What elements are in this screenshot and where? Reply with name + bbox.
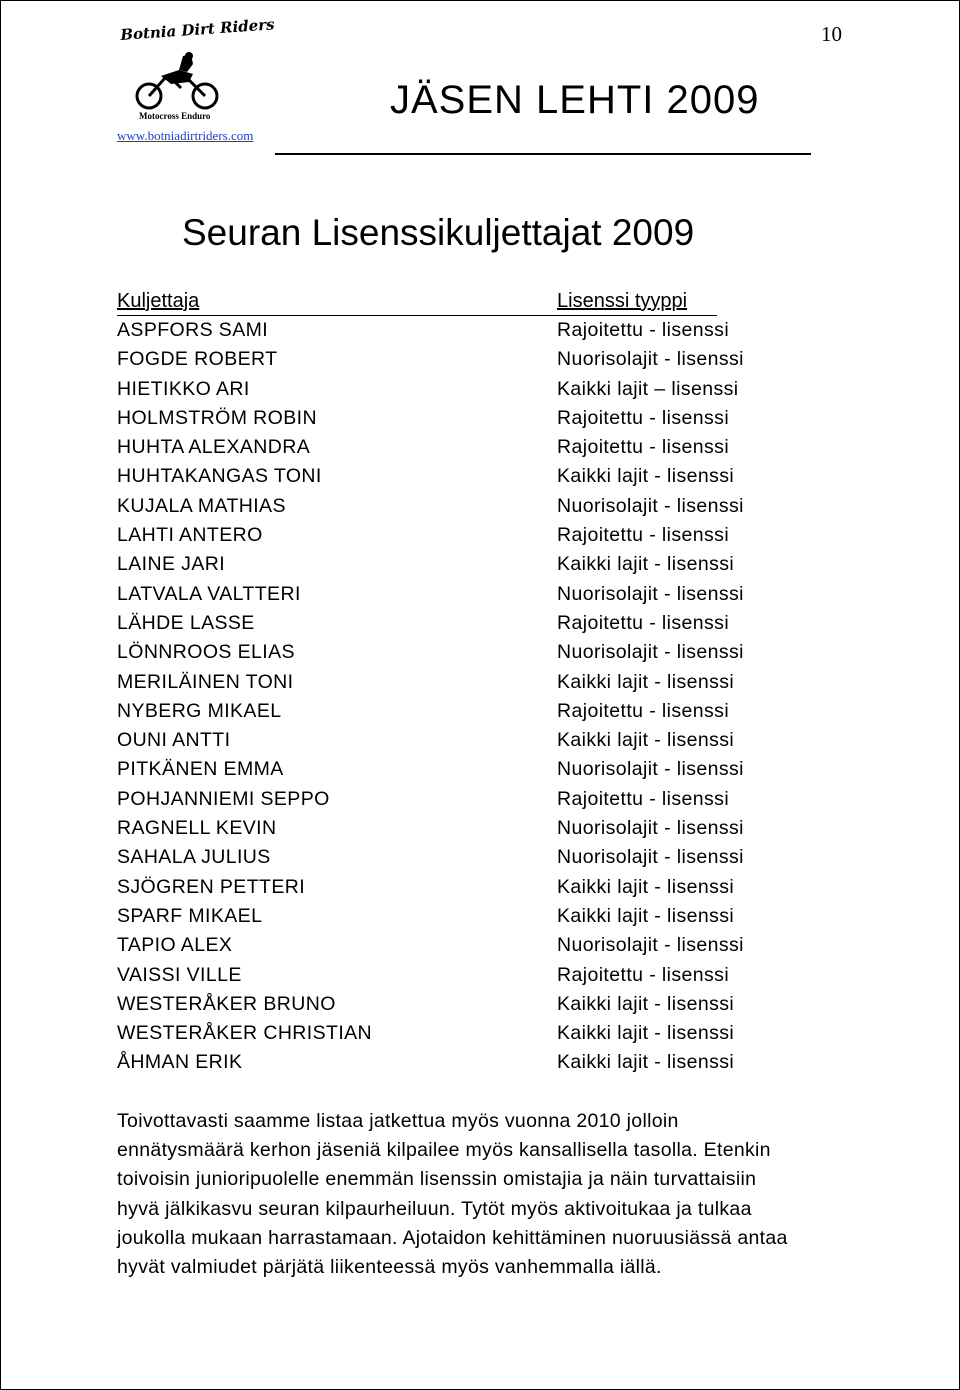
table-row [117,580,767,609]
paragraph-line: hyvä jälkikasvu seuran kilpaurheiluun. Tytöt myös aktivoitukaa ja tulkaa [117,1197,752,1220]
table-row [117,638,767,667]
license-type: Kaikki lajit - lisenssi [557,875,735,898]
rider-name: POHJANNIEMI SEPPO [117,787,330,810]
table-row [117,492,767,521]
license-type: Nuorisolajit - lisenssi [557,817,744,840]
column-header-rider: Kuljettaja [117,290,200,312]
table-body [117,316,767,1078]
license-type: Rajoitettu - lisenssi [557,611,730,634]
rider-name: FOGDE ROBERT [117,348,278,371]
table-row [117,843,767,872]
table-row [117,697,767,726]
logo-tagline: Motocross Enduro [139,111,211,121]
license-type: Nuorisolajit - lisenssi [557,582,744,605]
rider-name: HUHTA ALEXANDRA [117,436,311,459]
rider-name: VAISSI VILLE [117,963,242,986]
rider-name: KUJALA MATHIAS [117,494,286,517]
rider-name: WESTERÅKER CHRISTIAN [117,1022,373,1045]
rider-name: LAHTI ANTERO [117,524,263,547]
rider-name: HOLMSTRÖM ROBIN [117,406,317,429]
table-row [117,931,767,960]
table-row [117,550,767,579]
paragraph-line: joukolla mukaan harrastamaan. Ajotaidon kehittäminen nuoruusiässä antaa [117,1226,788,1249]
license-type: Kaikki lajit - lisenssi [557,1051,735,1074]
club-website-link[interactable]: www.botniadirtriders.com [117,128,254,143]
newsletter-title: JÄSEN LEHTI 2009 [390,78,760,122]
paragraph-line: Toivottavasti saamme listaa jatkettua myös vuonna 2010 jolloin [117,1110,679,1132]
license-type: Kaikki lajit - lisenssi [557,729,735,752]
table-row [117,668,767,697]
table-row [117,873,767,902]
rider-name: LATVALA VALTTERI [117,582,301,605]
table-row [117,726,767,755]
license-type: Nuorisolajit - lisenssi [557,846,744,869]
rider-name: WESTERÅKER BRUNO [117,992,336,1015]
license-type: Rajoitettu - lisenssi [557,524,730,547]
table-row [117,1019,767,1048]
rider-name: HIETIKKO ARI [117,377,250,400]
license-type: Nuorisolajit - lisenssi [557,641,744,664]
license-type: Kaikki lajit - lisenssi [557,1022,735,1045]
closing-paragraph [117,1107,857,1282]
table-row [117,433,767,462]
rider-name: SJÖGREN PETTERI [117,875,306,898]
rider-name: OUNI ANTTI [117,729,231,752]
table-row [117,404,767,433]
rider-name: HUHTAKANGAS TONI [117,465,322,488]
page-number: 10 [821,22,842,46]
rider-name: LÖNNROOS ELIAS [117,641,295,664]
license-type: Kaikki lajit - lisenssi [557,904,735,927]
license-type: Nuorisolajit - lisenssi [557,348,744,371]
rider-name: PITKÄNEN EMMA [117,758,284,781]
paragraph-line: toivoisin junioripuolelle enemmän lisenssin omistajia ja näin turvattaisiin [117,1168,757,1191]
rider-name: LAINE JARI [117,553,226,576]
table-row [117,345,767,374]
rider-name: LÄHDE LASSE [117,611,255,634]
table-row [117,990,767,1019]
table-row [117,785,767,814]
license-type: Nuorisolajit - lisenssi [557,494,744,517]
table-row [117,316,767,345]
table-row [117,609,767,638]
license-type: Rajoitettu - lisenssi [557,406,730,429]
table-row [117,1048,767,1077]
section-title: Seuran Lisenssikuljettajat 2009 [182,212,695,253]
logo-title: Botnia Dirt Riders [119,15,276,44]
table-row [117,755,767,784]
column-header-license: Lisenssi tyyppi [557,290,688,312]
table-row [117,961,767,990]
rider-name: SAHALA JULIUS [117,846,271,869]
table-row [117,462,767,491]
rider-name: ASPFORS SAMI [117,319,269,341]
table-row [117,521,767,550]
table-row [117,902,767,931]
license-type: Kaikki lajit - lisenssi [557,992,735,1015]
table-row [117,814,767,843]
rider-name: MERILÄINEN TONI [117,670,294,693]
license-type: Rajoitettu - lisenssi [557,436,730,459]
rider-name: NYBERG MIKAEL [117,699,282,722]
paragraph-line: hyvät valmiudet pärjätä liikenteessä myös vanhemmalla iällä. [117,1256,662,1279]
rider-name: SPARF MIKAEL [117,904,263,927]
table-row [117,375,767,404]
license-type: Kaikki lajit – lisenssi [557,377,739,400]
license-type: Rajoitettu - lisenssi [557,319,730,341]
table-header [117,288,717,316]
rider-name: TAPIO ALEX [117,934,233,957]
license-type: Kaikki lajit - lisenssi [557,553,735,576]
club-logo [117,15,277,147]
paragraph-line: ennätysmäärä kerhon jäseniä kilpailee myös kansallisella tasolla. Etenkin [117,1139,771,1162]
motocross-rider-icon [135,52,225,110]
license-type: Rajoitettu - lisenssi [557,787,730,810]
header-divider [275,153,811,155]
license-type: Rajoitettu - lisenssi [557,699,730,722]
license-type: Rajoitettu - lisenssi [557,963,730,986]
license-type: Kaikki lajit - lisenssi [557,465,735,488]
license-table [117,288,767,1078]
license-type: Nuorisolajit - lisenssi [557,934,744,957]
rider-name: ÅHMAN ERIK [117,1051,243,1074]
license-type: Kaikki lajit - lisenssi [557,670,735,693]
license-type: Nuorisolajit - lisenssi [557,758,744,781]
rider-name: RAGNELL KEVIN [117,817,277,840]
